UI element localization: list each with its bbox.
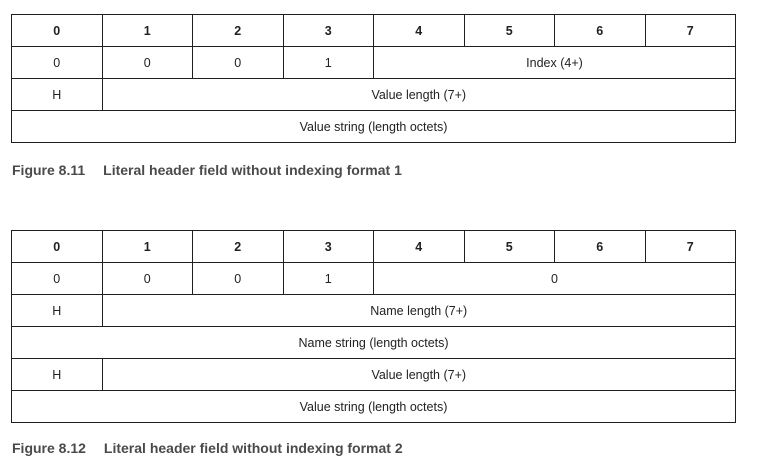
value-length-field: Value length (7+) [102,79,736,111]
value-length-field: Value length (7+) [102,359,736,391]
pattern-row [12,263,736,295]
huffman-flag-cell: H [12,295,103,327]
bit-header-cell: 6 [555,15,646,47]
bit-cell: 0 [102,263,193,295]
name-string-row [12,327,736,359]
caption-text: Literal header field without indexing format 2 [103,440,403,456]
bit-header-cell: 6 [555,231,646,263]
bit-header-cell: 0 [12,231,103,263]
value-string-field: Value string (length octets) [12,391,736,423]
caption-text: Literal header field without indexing format 1 [103,162,402,178]
figure-8-12-bit-table [11,230,736,423]
bit-header-cell: 4 [374,15,465,47]
bit-cell: 0 [12,47,103,79]
bit-header-cell: 2 [193,231,284,263]
figure-8-11-bit-table [11,14,736,143]
bit-cell: 0 [12,263,103,295]
bit-header-cell: 5 [464,15,555,47]
huffman-flag-cell: H [12,359,103,391]
bit-header-cell: 5 [464,231,555,263]
bit-header-cell: 1 [102,15,193,47]
name-length-field: Name length (7+) [102,295,736,327]
bit-header-cell: 1 [102,231,193,263]
bit-header-cell: 4 [374,231,465,263]
huffman-flag-cell: H [12,79,103,111]
bit-header-cell: 7 [645,15,736,47]
value-string-row [12,111,736,143]
name-length-row [12,295,736,327]
bit-header-cell: 7 [645,231,736,263]
value-string-field: Value string (length octets) [12,111,736,143]
value-length-row [12,79,736,111]
bit-header-cell: 2 [193,15,284,47]
bit-header-cell: 0 [12,15,103,47]
pattern-row [12,47,736,79]
name-string-field: Name string (length octets) [12,327,736,359]
caption-number: Figure 8.12 [12,440,86,456]
zero-index-field: 0 [374,263,736,295]
bit-header-cell: 3 [283,15,374,47]
bit-cell: 0 [193,263,284,295]
bit-cell: 1 [283,263,374,295]
index-field: Index (4+) [374,47,736,79]
bit-cell: 1 [283,47,374,79]
bit-cell: 0 [102,47,193,79]
value-length-row [12,359,736,391]
bit-header-cell: 3 [283,231,374,263]
bit-cell: 0 [193,47,284,79]
figure-8-12-caption [12,440,403,456]
figure-8-11-caption [12,162,402,178]
bit-header-row [12,15,736,47]
caption-number: Figure 8.11 [12,162,86,178]
value-string-row [12,391,736,423]
bit-header-row [12,231,736,263]
